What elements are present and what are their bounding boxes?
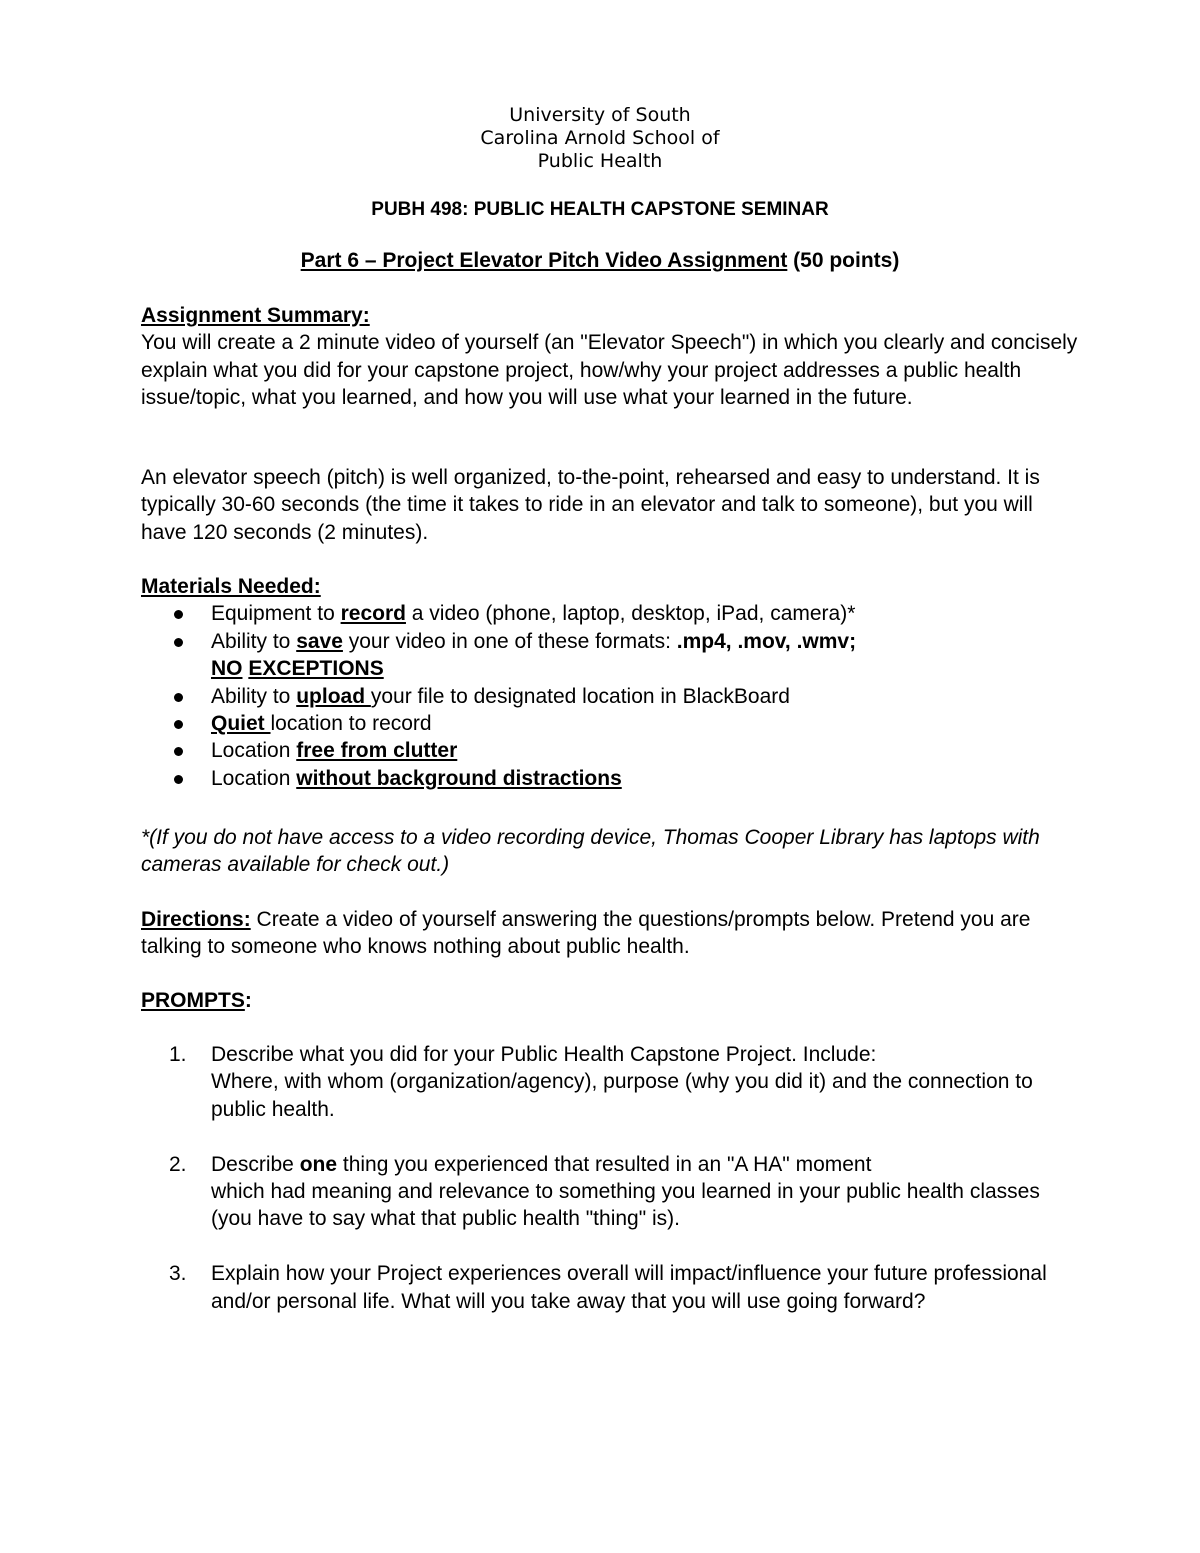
item-keyword: without background distractions bbox=[296, 766, 622, 790]
prompts-heading bbox=[141, 987, 1081, 1014]
university-line-3: Public Health bbox=[537, 150, 663, 172]
list-item bbox=[141, 737, 1081, 764]
materials-heading: Materials Needed: bbox=[141, 575, 321, 598]
item-text: a video (phone, laptop, desktop, iPad, camera)* bbox=[405, 602, 856, 626]
assignment-summary-section bbox=[141, 302, 1081, 412]
prompts-heading-label: PROMPTS bbox=[141, 989, 245, 1012]
university-name bbox=[0, 104, 1200, 173]
bullet-icon bbox=[174, 720, 183, 729]
item-no: NO bbox=[211, 657, 243, 681]
item-keyword: save bbox=[296, 629, 343, 653]
list-item bbox=[141, 628, 1081, 683]
item-text: your video in one of these formats: bbox=[342, 629, 677, 653]
item-text: location to record bbox=[270, 712, 432, 736]
materials-section bbox=[141, 573, 1081, 792]
prompts-heading-colon: : bbox=[244, 989, 252, 1012]
university-line-2: Carolina Arnold School of bbox=[480, 127, 720, 149]
prompt-text: Explain how your Project experiences overall will impact/influence your future professional and/or personal life. What will you take away that you will use going forward? bbox=[211, 1262, 1047, 1313]
directions-text: Create a video of yourself answering the questions/prompts below. Pretend you are talking to someone who knows nothing about public health. bbox=[141, 908, 1031, 959]
item-text: Location bbox=[211, 766, 297, 790]
list-item bbox=[141, 1260, 1081, 1315]
prompt-number: 1. bbox=[169, 1043, 187, 1066]
list-item bbox=[141, 1041, 1081, 1123]
bullet-icon bbox=[174, 747, 183, 756]
prompt-number: 3. bbox=[169, 1262, 187, 1286]
prompt-text: Where, with whom (organization/agency), purpose (why you did it) and the connection to public health. bbox=[211, 1070, 1033, 1121]
item-keyword: record bbox=[340, 602, 406, 626]
materials-list bbox=[141, 600, 1081, 792]
elevator-pitch-paragraph bbox=[141, 464, 1081, 546]
prompt-keyword: one bbox=[299, 1152, 338, 1176]
list-item bbox=[141, 710, 1081, 737]
item-text: your file to designated location in BlackBoard bbox=[370, 684, 790, 708]
list-item bbox=[141, 765, 1081, 792]
assignment-summary-text: You will create a 2 minute video of yourself (an "Elevator Speech") in which you clearly and concisely explain what you did for your capstone project, how/why your project addresses a public health issue/topic, what you learned, and how you will use what your learned in the future. bbox=[141, 331, 1078, 410]
item-formats: .mp4, .mov, .wmv; bbox=[676, 629, 857, 653]
prompt-text: Describe bbox=[211, 1152, 300, 1176]
directions-section bbox=[141, 906, 1081, 961]
course-title: PUBH 498: PUBLIC HEALTH CAPSTONE SEMINAR bbox=[371, 199, 829, 220]
item-keyword: upload bbox=[296, 684, 371, 708]
item-text: Ability to bbox=[211, 684, 297, 708]
elevator-pitch-text: An elevator speech (pitch) is well organized, to-the-point, rehearsed and easy to understand. It is typically 30-60 seconds (the time it takes to ride in an elevator and talk to someone), but you will have 120 seconds (2 minutes). bbox=[141, 466, 1040, 544]
item-keyword: free from clutter bbox=[296, 739, 458, 763]
prompt-text: Describe what you did for your Public Health Capstone Project. Include: bbox=[211, 1043, 877, 1066]
university-line-1: University of South bbox=[509, 104, 691, 126]
assignment-points: (50 points) bbox=[787, 249, 900, 272]
list-item bbox=[141, 600, 1081, 627]
item-text: Equipment to bbox=[211, 602, 341, 626]
assignment-title-main: Part 6 – Project Elevator Pitch Video Assignment bbox=[300, 249, 788, 272]
prompts-list bbox=[141, 1041, 1081, 1315]
item-text: Location bbox=[211, 739, 297, 763]
assignment-summary-heading: Assignment Summary: bbox=[141, 304, 370, 327]
assignment-title bbox=[0, 247, 1200, 275]
prompt-number: 2. bbox=[169, 1152, 187, 1176]
bullet-icon bbox=[174, 775, 183, 784]
bullet-icon bbox=[174, 610, 183, 619]
directions-heading: Directions: bbox=[141, 908, 251, 931]
prompt-text: thing you experienced that resulted in an "A HA" moment bbox=[337, 1152, 872, 1176]
equipment-note: *(If you do not have access to a video recording device, Thomas Cooper Library has laptops with cameras available for check out.) bbox=[141, 826, 1040, 877]
list-item bbox=[141, 1151, 1081, 1233]
prompt-text: which had meaning and relevance to something you learned in your public health classes (you have to say what that public health "thing" is). bbox=[211, 1180, 1040, 1231]
list-item bbox=[141, 683, 1081, 710]
item-keyword: Quiet bbox=[211, 712, 271, 736]
bullet-icon bbox=[174, 693, 183, 702]
item-text: Ability to bbox=[211, 629, 297, 653]
prompts-section bbox=[141, 1041, 1081, 1342]
item-exceptions: EXCEPTIONS bbox=[248, 657, 384, 681]
bullet-icon bbox=[174, 638, 183, 647]
